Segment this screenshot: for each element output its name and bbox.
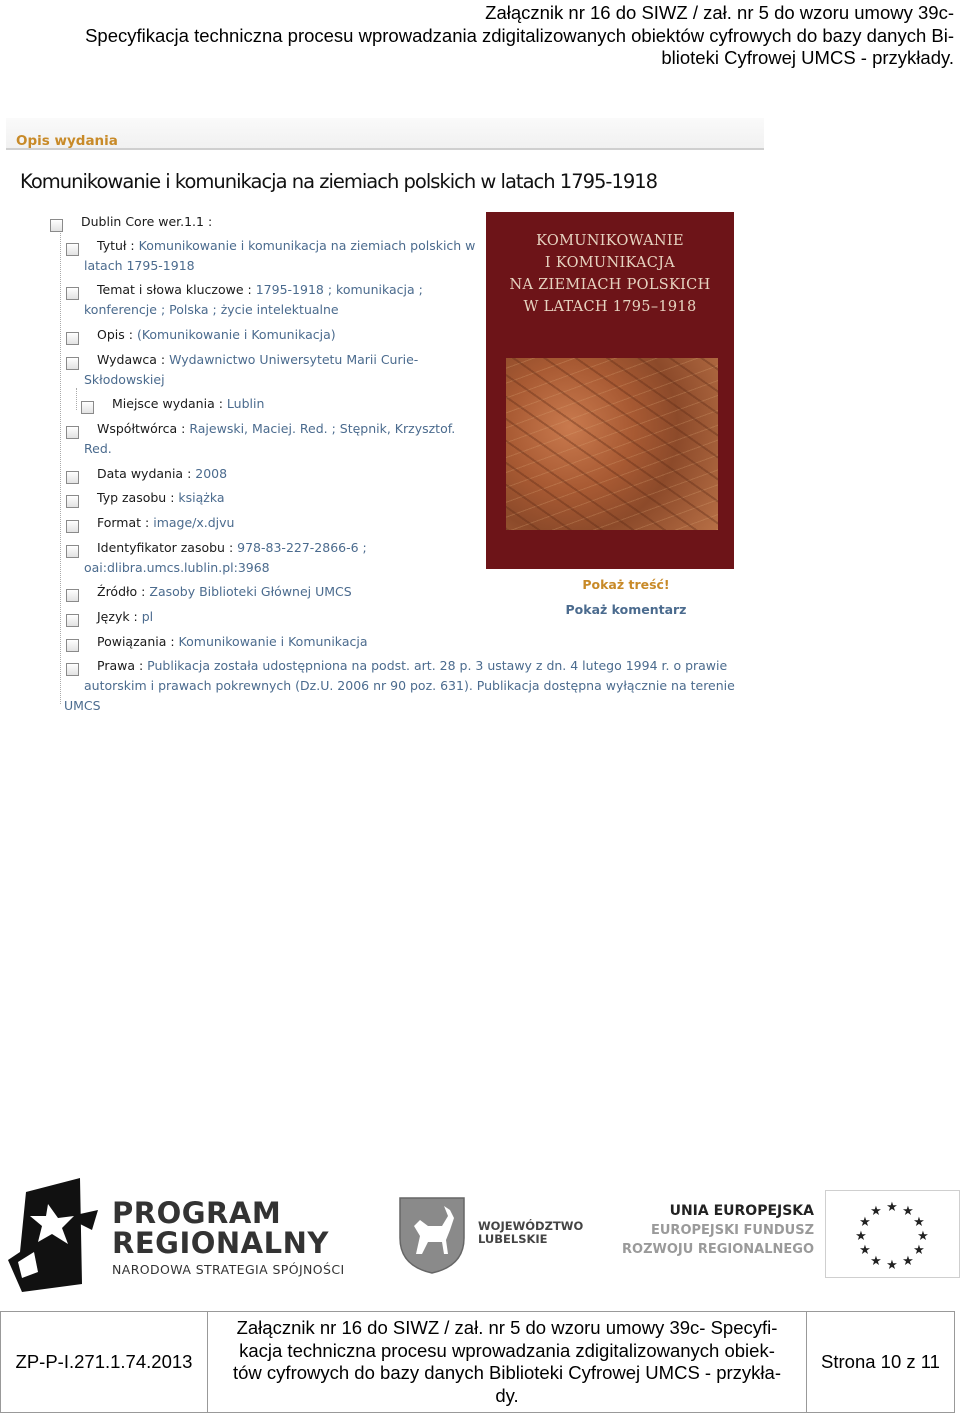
tree-root [50,212,212,232]
svg-text:★: ★ [855,1229,867,1244]
field-temat: Temat i słowa kluczowe : 1795-1918 ; komunikacja ; konferencje ; Polska ; życie intelektualne [46,280,423,320]
book-title: Komunikowanie i komunikacja na ziemiach polskich w latach 1795-1918 [20,170,658,193]
field-zrodlo: Źródło : Zasoby Biblioteki Głównej UMCS [46,582,352,602]
show-content-link[interactable]: Pokaż treść! [582,577,670,592]
program-regionalny-logo-icon [8,1174,108,1292]
eu-flag-icon [825,1190,960,1278]
svg-text:★: ★ [859,1215,871,1230]
checkbox-icon[interactable] [66,357,79,370]
lubelskie-coat-of-arms-icon [398,1196,466,1274]
svg-text:★: ★ [913,1215,925,1230]
svg-text:★: ★ [859,1243,871,1258]
header-line: blioteki Cyfrowej UMCS - przykłady. [661,47,954,68]
field-wspoltworca: Współtwórca : Rajewski, Maciej. Red. ; Stępnik, Krzysztof. Red. [46,419,455,459]
tab-bar [6,118,764,150]
field-powiazania: Powiązania : Komunikowanie i Komunikacja [46,632,368,652]
checkbox-icon[interactable] [66,243,79,256]
header-line: Załącznik nr 16 do SIWZ / zał. nr 5 do wzoru umowy 39c- [485,2,954,23]
field-jezyk: Język : pl [46,607,153,627]
checkbox-icon[interactable] [66,495,79,508]
footer-description: Załącznik nr 16 do SIWZ / zał. nr 5 do wzoru umowy 39c- Specyfi- kacja techniczna procesu wprowadzania zdigitalizowanych obiek- tów cyfrowych do bazy danych Biblioteki Cyfrowej UMCS - przykła- dy. [208,1312,807,1413]
svg-text:★: ★ [870,1254,882,1269]
checkbox-icon[interactable] [66,471,79,484]
field-opis: Opis : (Komunikowanie i Komunikacja) [46,325,336,345]
cover-map-texture [506,358,718,530]
funding-logos [0,1168,960,1293]
svg-text:★: ★ [886,1200,898,1215]
page-header [14,2,954,70]
field-identyfikator: Identyfikator zasobu : 978-83-227-2866-6 ; oai:dlibra.umcs.lublin.pl:3968 [46,538,367,578]
svg-text:★: ★ [870,1204,882,1219]
footer-page-number: Strona 10 z 11 [807,1312,955,1413]
wojewodztwo-lubelskie-text: WOJEWÓDZTWO LUBELSKIE [478,1219,584,1246]
checkbox-icon[interactable] [66,614,79,627]
svg-text:★: ★ [917,1229,929,1244]
library-record-screenshot [6,118,766,718]
header-line: Specyfikacja techniczna procesu wprowadzania zdigitalizowanych obiektów cyfrowych do bazy danych Bi- [85,24,954,46]
checkbox-icon[interactable] [66,545,79,558]
program-regionalny-subtitle: NARODOWA STRATEGIA SPÓJNOŚCI [112,1262,345,1277]
eu-stars-icon [826,1191,959,1277]
show-comment-link[interactable]: Pokaż komentarz [565,602,687,617]
svg-text:★: ★ [902,1204,914,1219]
field-format: Format : image/x.djvu [46,513,234,533]
field-prawa: Prawa : Publikacja została udostępniona na podst. art. 28 p. 3 ustawy z dn. 4 lutego 1994 r. o prawie autorskim i prawach pokrewnych (Dz.U. 2006 nr 90 poz. 631). Publikacja dostępna wyłącznie na terenie UMCS [64,658,735,713]
footer-table [0,1311,955,1413]
checkbox-icon[interactable] [81,401,94,414]
footer-reference: ZP-P-I.271.1.74.2013 [1,1312,208,1413]
checkbox-icon[interactable] [66,332,79,345]
svg-text:★: ★ [886,1258,898,1273]
program-regionalny-text: PROGRAM REGIONALNY [112,1196,329,1260]
field-typ-zasobu: Typ zasobu : książka [46,488,225,508]
checkbox-icon[interactable] [66,639,79,652]
field-miejsce-wydania: Miejsce wydania : Lublin [46,394,264,414]
field-wydawca: Wydawca : Wydawnictwo Uniwersytetu Marii Curie- Skłodowskiej [46,350,418,390]
checkbox-icon[interactable] [66,663,79,676]
checkbox-icon[interactable] [66,520,79,533]
cover-title: KOMUNIKOWANIE I KOMUNIKACJA NA ZIEMIACH POLSKICH W LATACH 1795–1918 [509,233,711,315]
checkbox-icon[interactable] [66,589,79,602]
book-cover-image[interactable] [486,212,734,569]
checkbox-icon[interactable] [50,219,63,232]
field-tytul: Tytuł : Komunikowanie i komunikacja na ziemiach polskich w latach 1795-1918 [46,236,475,276]
svg-text:★: ★ [913,1243,925,1258]
field-data-wydania: Data wydania : 2008 [46,464,227,484]
checkbox-icon[interactable] [66,287,79,300]
checkbox-icon[interactable] [66,426,79,439]
unia-europejska-text: UNIA EUROPEJSKA EUROPEJSKI FUNDUSZ ROZWOJU REGIONALNEGO [622,1203,814,1257]
tab-opis-wydania[interactable]: Opis wydania [16,133,118,149]
svg-text:★: ★ [902,1254,914,1269]
tree-root-label: Dublin Core wer.1.1 : [81,214,213,229]
